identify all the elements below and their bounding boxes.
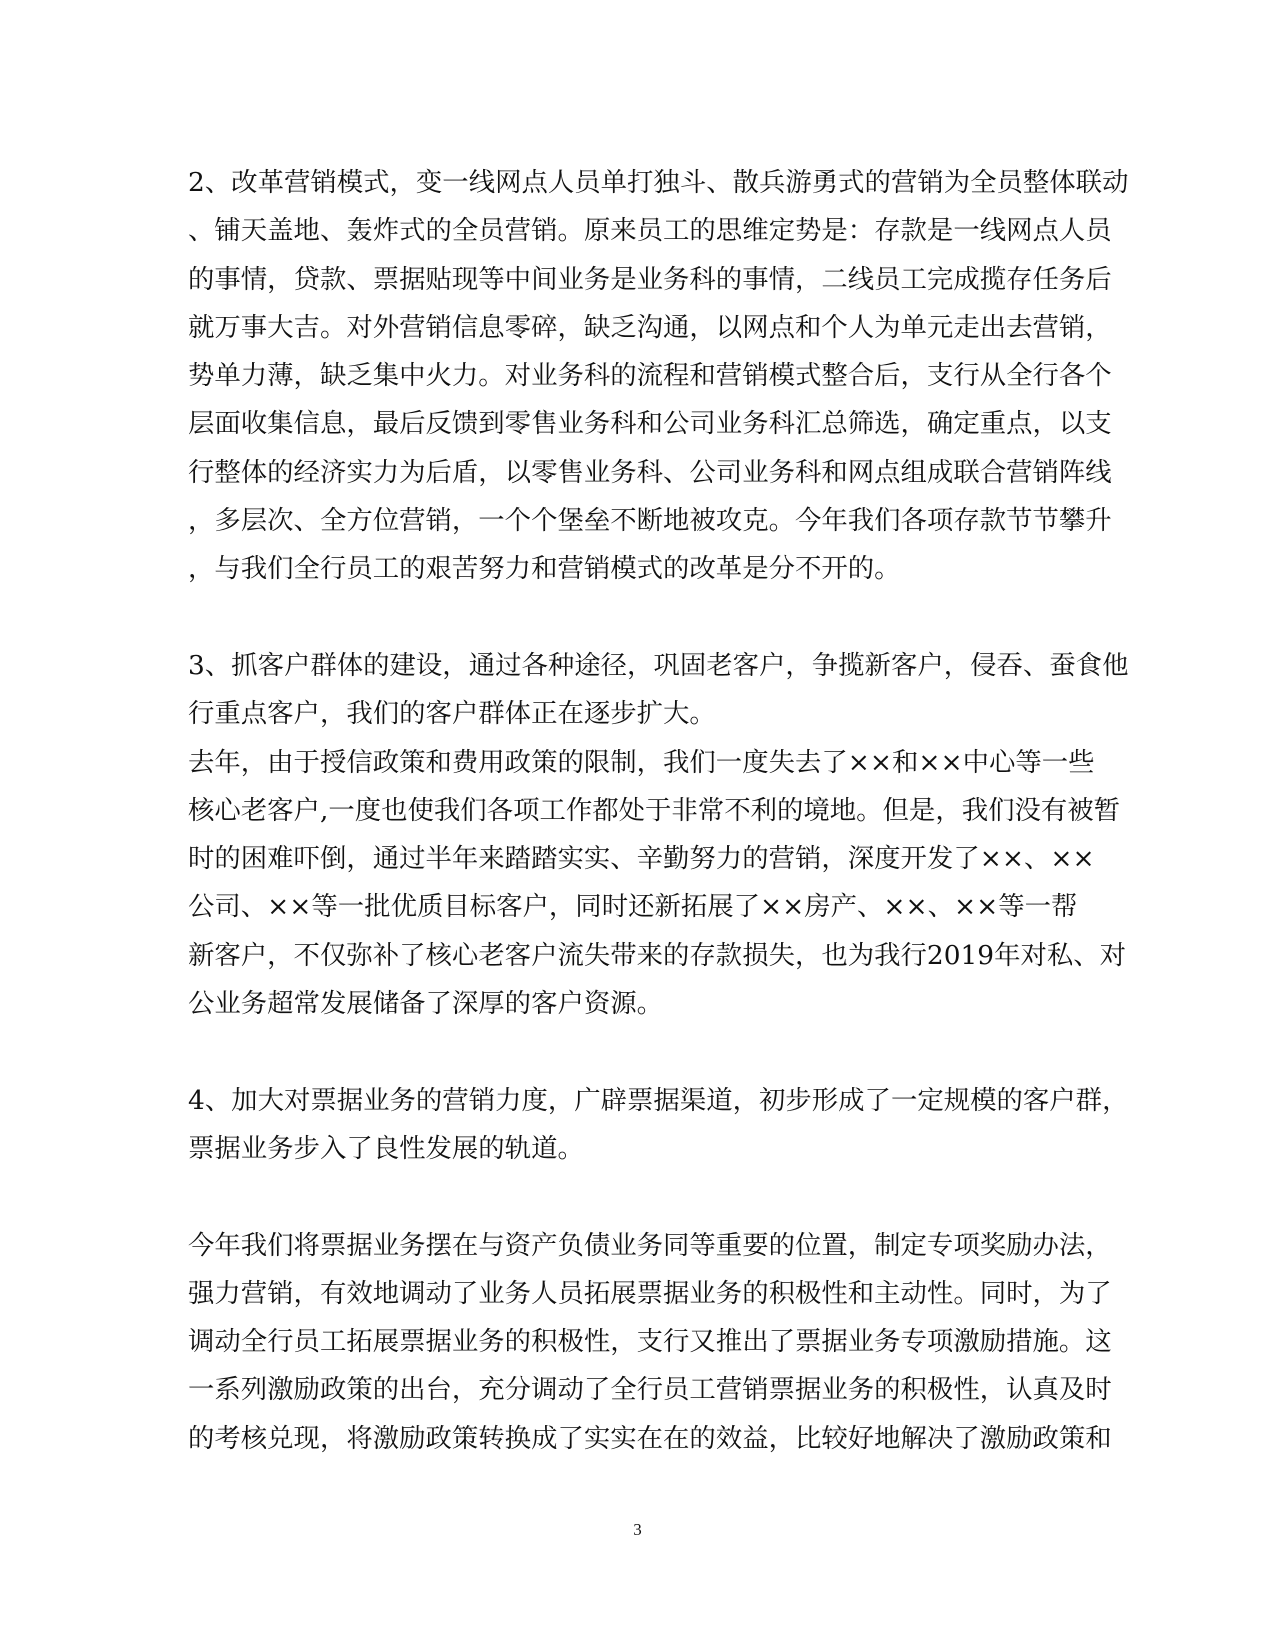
paragraph-section-3 [188, 642, 1129, 1028]
text-line: 核心老客户,一度也使我们各项工作都处于非常不利的境地。但是，我们没有被暂 [188, 794, 1121, 826]
text-line: 新客户，不仅弥补了核心老客户流失带来的存款损失，也为我行2019年对私、对 [188, 939, 1127, 971]
text-line: 4、加大对票据业务的营销力度，广辟票据渠道，初步形成了一定规模的客户群， [188, 1084, 1129, 1116]
text-line: 的考核兑现，将激励政策转换成了实实在在的效益，比较好地解决了激励政策和 [188, 1422, 1112, 1454]
text-line: 时的困难吓倒，通过半年来踏踏实实、辛勤努力的营销，深度开发了××、×× [188, 843, 1095, 875]
text-line: 票据业务步入了良性发展的轨道。 [188, 1132, 584, 1164]
paragraph-section-5 [188, 1222, 1112, 1463]
text-line: 就万事大吉。对外营销信息零碎，缺乏沟通，以网点和个人为单元走出去营销， [188, 311, 1112, 343]
text-line: ，多层次、全方位营销，一个个堡垒不断地被攻克。今年我们各项存款节节攀升 [188, 505, 1112, 537]
text-line: 行整体的经济实力为后盾，以零售业务科、公司业务科和网点组成联合营销阵线 [188, 456, 1112, 488]
paragraph-section-2 [188, 159, 1129, 594]
text-line: 今年我们将票据业务摆在与资产负债业务同等重要的位置，制定专项奖励办法， [188, 1229, 1112, 1261]
text-line: 一系列激励政策的出台，充分调动了全行员工营销票据业务的积极性，认真及时 [188, 1374, 1112, 1406]
paragraph-spacer [188, 1173, 1073, 1221]
paragraph-spacer [188, 1028, 1073, 1076]
text-line: 行重点客户，我们的客户群体正在逐步扩大。 [188, 698, 716, 730]
text-line: 2、改革营销模式，变一线网点人员单打独斗、散兵游勇式的营销为全员整体联动 [188, 167, 1129, 198]
text-line: 势单力薄，缺乏集中火力。对业务科的流程和营销模式整合后，支行从全行各个 [188, 360, 1112, 392]
paragraph-section-4 [188, 1077, 1129, 1174]
paragraph-spacer [188, 594, 1073, 642]
text-line: 3、抓客户群体的建设，通过各种途径，巩固老客户，争揽新客户，侵吞、蚕食他 [188, 649, 1129, 681]
text-line: 层面收集信息，最后反馈到零售业务科和公司业务科汇总筛选，确定重点，以支 [188, 408, 1112, 440]
text-line: ，与我们全行员工的艰苦努力和营销模式的改革是分不开的。 [188, 553, 901, 585]
text-line: 、铺天盖地、轰炸式的全员营销。原来员工的思维定势是：存款是一线网点人员 [188, 215, 1112, 247]
text-line: 去年，由于授信政策和费用政策的限制，我们一度失去了××和××中心等一些 [188, 746, 1095, 778]
document-body [188, 159, 1129, 1463]
text-line: 的事情，贷款、票据贴现等中间业务是业务科的事情，二线员工完成揽存任务后 [188, 263, 1112, 295]
text-line: 调动全行员工拓展票据业务的积极性，支行又推出了票据业务专项激励措施。这 [188, 1326, 1112, 1358]
text-line: 强力营销，有效地调动了业务人员拓展票据业务的积极性和主动性。同时，为了 [188, 1277, 1112, 1309]
text-line: 公司、××等一批优质目标客户，同时还新拓展了××房产、××、××等一帮 [188, 891, 1078, 923]
page-number: 3 [633, 1520, 642, 1539]
text-line: 公业务超常发展储备了深厚的客户资源。 [188, 988, 664, 1020]
